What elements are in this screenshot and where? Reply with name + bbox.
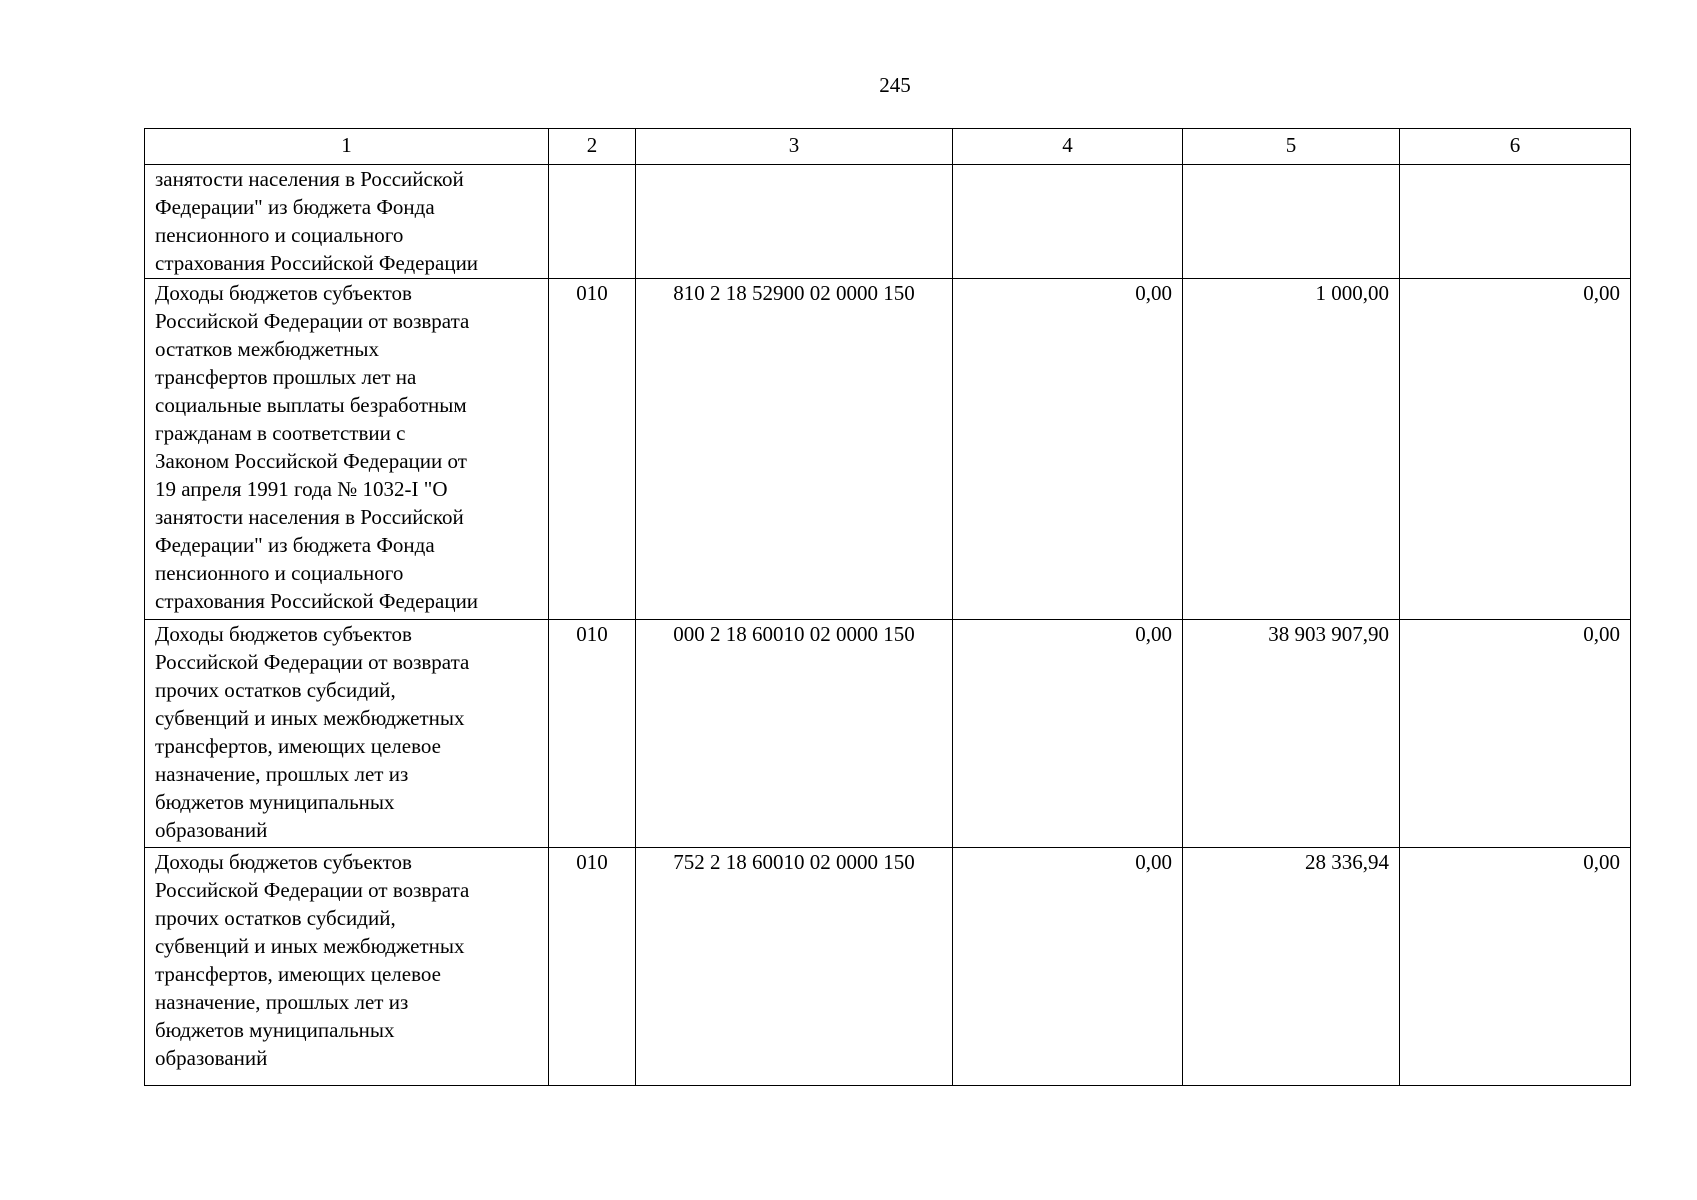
amount-col6-cell: 0,00: [1400, 848, 1631, 1086]
revenue-name-cell: Доходы бюджетов субъектов Российской Федерации от возврата остатков межбюджетных трансфертов прошлых лет на социальные выплаты безработным гражданам в соответствии с Законом Российской Федерации от 19 апреля 1991 года № 1032-I "О занятости населения в Российской Федерации" из бюджета Фонда пенсионного и социального страхования Российской Федерации: [145, 279, 549, 620]
amount-col4-cell: 0,00: [953, 279, 1183, 620]
revenue-name-cell: Доходы бюджетов субъектов Российской Федерации от возврата прочих остатков субсидий, субвенций и иных межбюджетных трансфертов, имеющих целевое назначение, прошлых лет из бюджетов муниципальных образований: [145, 620, 549, 848]
admin-code-cell: [549, 165, 636, 279]
amount-col4-cell: 0,00: [953, 848, 1183, 1086]
amount-col5-cell: 38 903 907,90: [1183, 620, 1400, 848]
budget-revenue-table: [144, 128, 1631, 1086]
amount-col5-cell: 1 000,00: [1183, 279, 1400, 620]
revenue-name-cell: Доходы бюджетов субъектов Российской Федерации от возврата прочих остатков субсидий, субвенций и иных межбюджетных трансфертов, имеющих целевое назначение, прошлых лет из бюджетов муниципальных образований: [145, 848, 549, 1086]
table-row: [145, 620, 1631, 848]
header-cell-5: 5: [1183, 129, 1400, 165]
header-row: [145, 129, 1631, 165]
budget-code-cell: [636, 165, 953, 279]
table-row: [145, 848, 1631, 1086]
budget-code-cell: 752 2 18 60010 02 0000 150: [636, 848, 953, 1086]
amount-col4-cell: 0,00: [953, 620, 1183, 848]
header-cell-6: 6: [1400, 129, 1631, 165]
amount-col6-cell: 0,00: [1400, 620, 1631, 848]
budget-code-cell: 000 2 18 60010 02 0000 150: [636, 620, 953, 848]
header-cell-4: 4: [953, 129, 1183, 165]
admin-code-cell: 010: [549, 848, 636, 1086]
header-cell-3: 3: [636, 129, 953, 165]
table-row: [145, 279, 1631, 620]
amount-col6-cell: [1400, 165, 1631, 279]
admin-code-cell: 010: [549, 279, 636, 620]
page-number: 245: [879, 73, 911, 97]
admin-code-cell: 010: [549, 620, 636, 848]
amount-col5-cell: 28 336,94: [1183, 848, 1400, 1086]
header-cell-1: 1: [145, 129, 549, 165]
amount-col5-cell: [1183, 165, 1400, 279]
table-row: [145, 165, 1631, 279]
budget-code-cell: 810 2 18 52900 02 0000 150: [636, 279, 953, 620]
amount-col6-cell: 0,00: [1400, 279, 1631, 620]
amount-col4-cell: [953, 165, 1183, 279]
header-cell-2: 2: [549, 129, 636, 165]
revenue-name-cell: занятости населения в Российской Федерации" из бюджета Фонда пенсионного и социального страхования Российской Федерации: [145, 165, 549, 279]
